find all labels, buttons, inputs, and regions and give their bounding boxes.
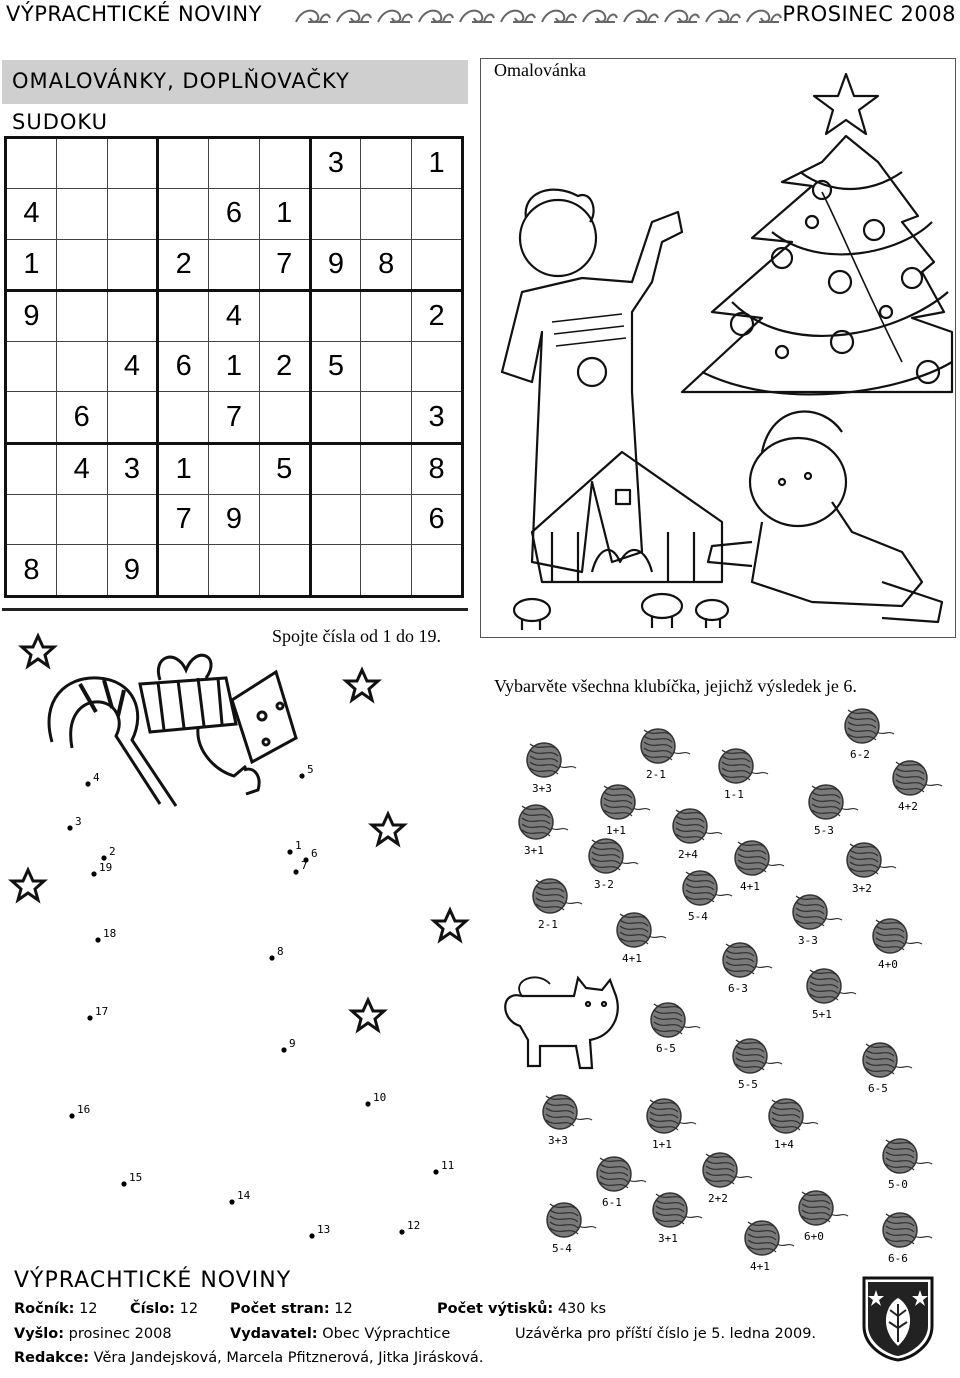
sudoku-grid (4, 136, 464, 598)
sudoku-row (6, 495, 463, 545)
floral-ornament-icon (419, 11, 453, 22)
page-header (0, 0, 960, 34)
sudoku-row (6, 545, 463, 597)
sudoku-row (6, 138, 463, 189)
cislo-label: Číslo: (130, 1301, 175, 1317)
yarn-ball[interactable] (845, 709, 894, 761)
yarn-ball[interactable] (847, 843, 896, 895)
dot-label: 3 (75, 815, 82, 828)
dot-label: 16 (77, 1103, 91, 1116)
yarn-ball-label: 6+0 (804, 1230, 824, 1243)
dot-point[interactable] (95, 937, 100, 942)
sudoku-cell[interactable] (56, 495, 107, 545)
sudoku-cell[interactable] (361, 189, 412, 239)
sudoku-cell[interactable]: 6 (56, 392, 107, 443)
yarn-ball-label: 2-1 (538, 918, 558, 931)
yarn-ball-label: 3+3 (532, 782, 552, 795)
floral-ornament-icon (288, 4, 788, 28)
sudoku-cell[interactable]: 6 (412, 495, 463, 545)
sudoku-cell[interactable] (107, 392, 158, 443)
rocnik-label: Ročník: (14, 1301, 75, 1317)
yarn-ball[interactable] (883, 1139, 932, 1191)
redakce-label: Redakce: (14, 1350, 90, 1366)
rocnik-value: 12 (79, 1301, 98, 1317)
yarn-ball-label: 6-2 (850, 748, 870, 761)
yarn-ball[interactable] (653, 1193, 702, 1245)
sudoku-cell[interactable] (259, 290, 310, 341)
sudoku-cell[interactable] (158, 290, 209, 341)
dot-point[interactable] (269, 955, 274, 960)
yarn-ball[interactable] (735, 841, 784, 893)
christmas-tree-icon (682, 74, 952, 394)
yarn-ball-label: 6-6 (888, 1252, 908, 1265)
dot-label: 7 (301, 859, 308, 872)
yarn-ball-label: 1+4 (774, 1138, 794, 1151)
sudoku-cell[interactable] (361, 138, 412, 189)
yarn-ball-label: 6-1 (602, 1196, 622, 1209)
sudoku-cell[interactable] (107, 189, 158, 239)
yarn-ball-label: 4+2 (898, 800, 918, 813)
sudoku-cell[interactable] (412, 342, 463, 392)
yarn-ball-label: 3+1 (524, 844, 544, 857)
sudoku-cell[interactable] (259, 545, 310, 597)
dot-point[interactable] (121, 1181, 126, 1186)
yarn-ball-label: 3+2 (852, 882, 872, 895)
floral-ornament-icon (665, 11, 699, 22)
sudoku-table (4, 136, 464, 598)
yarn-ball[interactable] (647, 1099, 696, 1151)
yarn-ball-label: 2+2 (708, 1192, 728, 1205)
cislo-value: 12 (179, 1301, 199, 1317)
yarn-ball-label: 1+1 (606, 824, 626, 837)
yarn-ball-label: 4+1 (622, 952, 642, 965)
sudoku-cell[interactable]: 6 (158, 342, 209, 392)
dot-label: 13 (317, 1223, 331, 1236)
yarn-ball-label: 3+1 (658, 1232, 678, 1245)
dot-label: 11 (441, 1159, 455, 1172)
sudoku-cell[interactable]: 9 (310, 239, 361, 290)
footer-stran (230, 1301, 353, 1317)
sudoku-cell[interactable] (259, 138, 310, 189)
sudoku-cell[interactable]: 4 (209, 290, 260, 341)
sudoku-cell[interactable] (158, 189, 209, 239)
sudoku-cell[interactable]: 1 (412, 138, 463, 189)
child-icon (708, 412, 942, 622)
sudoku-row (6, 239, 463, 290)
dot-point[interactable] (309, 1233, 314, 1238)
sudoku-cell[interactable]: 3 (310, 138, 361, 189)
sudoku-cell[interactable] (107, 495, 158, 545)
yarn-ball-label: 5-0 (888, 1178, 908, 1191)
dots-instruction: Spojte čísla od 1 do 19. (272, 626, 441, 646)
sudoku-cell[interactable] (361, 443, 412, 494)
sudoku-cell[interactable] (361, 545, 412, 597)
dot-label: 9 (289, 1037, 296, 1050)
sudoku-row (6, 342, 463, 392)
sudoku-cell[interactable] (310, 545, 361, 597)
sudoku-cell[interactable]: 1 (259, 189, 310, 239)
yarn-ball[interactable] (809, 785, 858, 837)
dot-point[interactable] (287, 849, 292, 854)
sudoku-cell[interactable]: 3 (412, 392, 463, 443)
sudoku-cell[interactable] (56, 138, 107, 189)
sudoku-row (6, 290, 463, 341)
sudoku-cell[interactable] (310, 290, 361, 341)
yarn-ball[interactable] (769, 1099, 818, 1151)
sudoku-cell[interactable] (158, 392, 209, 443)
sudoku-cell[interactable]: 5 (310, 342, 361, 392)
sudoku-row (6, 189, 463, 239)
dot-label: 18 (103, 927, 117, 940)
sudoku-cell[interactable]: 1 (209, 342, 260, 392)
sudoku-cell[interactable] (310, 189, 361, 239)
sudoku-cell[interactable] (56, 189, 107, 239)
sudoku-cell[interactable] (259, 495, 310, 545)
dot-label: 4 (93, 771, 100, 784)
section-title: OMALOVÁNKY, DOPLŇOVAČKY (12, 69, 350, 93)
sudoku-cell[interactable] (6, 443, 57, 494)
yarn-ball[interactable] (547, 1203, 596, 1255)
sudoku-cell[interactable] (56, 290, 107, 341)
coloring-title: Omalovánka (494, 60, 586, 80)
sudoku-cell[interactable] (361, 290, 412, 341)
sudoku-cell[interactable] (209, 138, 260, 189)
sudoku-cell[interactable] (56, 239, 107, 290)
sudoku-cell[interactable] (361, 392, 412, 443)
yarn-ball-label: 1+1 (652, 1138, 672, 1151)
yarn-ball[interactable] (719, 749, 768, 801)
footer-vydavatel (230, 1326, 450, 1342)
sudoku-cell[interactable] (209, 545, 260, 597)
sudoku-cell[interactable] (56, 342, 107, 392)
yarn-ball[interactable] (641, 729, 690, 781)
yarn-ball[interactable] (519, 805, 568, 857)
floral-ornament-icon (706, 11, 740, 22)
sudoku-cell[interactable]: 1 (158, 443, 209, 494)
yarn-ball[interactable] (883, 1213, 932, 1265)
connect-dots-puzzle (0, 620, 480, 1260)
yarn-ball-label: 3+3 (548, 1134, 568, 1147)
yarn-ball[interactable] (793, 895, 842, 947)
dot-point[interactable] (299, 773, 304, 778)
dot-point[interactable] (101, 855, 106, 860)
dot-point[interactable] (229, 1199, 234, 1204)
yarn-ball[interactable] (617, 913, 666, 965)
dot-label: 8 (277, 945, 284, 958)
dot-label: 5 (307, 763, 314, 776)
dot-point[interactable] (433, 1169, 438, 1174)
floral-ornament-icon (378, 11, 412, 22)
sudoku-title: SUDOKU (12, 110, 108, 134)
yarn-ball[interactable] (733, 1039, 782, 1091)
sudoku-row (6, 443, 463, 494)
boy-icon (502, 190, 682, 572)
yarn-ball-label: 6-5 (656, 1042, 676, 1055)
dot-point[interactable] (293, 869, 298, 874)
yarn-ball-label: 5+1 (812, 1008, 832, 1021)
section-divider (2, 608, 468, 611)
municipal-coat-of-arms-icon (862, 1276, 934, 1362)
sudoku-cell[interactable] (310, 392, 361, 443)
yarn-ball[interactable] (807, 969, 856, 1021)
floral-ornament-icon (460, 11, 494, 22)
yarn-ball-label: 5-3 (814, 824, 834, 837)
sudoku-cell[interactable] (6, 138, 57, 189)
stran-value: 12 (334, 1301, 353, 1317)
dot-point[interactable] (85, 781, 90, 786)
yarn-ball[interactable] (873, 919, 922, 971)
issue-date: PROSINEC 2008 (782, 2, 956, 26)
footer-redakce (14, 1350, 483, 1366)
yarn-ball-label: 6-3 (728, 982, 748, 995)
redakce-value: Věra Jandejsková, Marcela Pfitznerová, Jitka Jirásková. (93, 1350, 484, 1366)
sudoku-cell[interactable]: 8 (361, 239, 412, 290)
dot-point[interactable] (399, 1229, 404, 1234)
sudoku-cell[interactable]: 3 (107, 443, 158, 494)
sudoku-cell[interactable]: 7 (259, 239, 310, 290)
christmas-coloring-picture (482, 62, 954, 636)
dot-label: 10 (373, 1091, 387, 1104)
vytisku-label: Počet výtisků: (437, 1301, 554, 1317)
dot-point[interactable] (69, 1113, 74, 1118)
sudoku-cell[interactable]: 4 (56, 443, 107, 494)
vytisku-value: 430 ks (557, 1301, 607, 1317)
yarn-ball[interactable] (863, 1043, 912, 1095)
vydavatel-value: Obec Výprachtice (322, 1326, 451, 1342)
footer-title: VÝPRACHTICKÉ NOVINY (14, 1268, 292, 1293)
yarn-ball-label: 2+4 (678, 848, 698, 861)
yarn-ball[interactable] (543, 1095, 592, 1147)
section-banner (2, 60, 468, 104)
sudoku-cell[interactable] (107, 138, 158, 189)
stran-label: Počet stran: (230, 1301, 330, 1317)
footer-vytisku (437, 1301, 606, 1317)
yarn-ball-label: 6-5 (868, 1082, 888, 1095)
floral-ornament-icon (583, 11, 617, 22)
sudoku-cell[interactable] (259, 392, 310, 443)
yarn-ball[interactable] (683, 871, 732, 923)
sudoku-cell[interactable] (158, 138, 209, 189)
sudoku-row (6, 392, 463, 443)
sudoku-cell[interactable] (412, 239, 463, 290)
sudoku-cell[interactable]: 9 (6, 290, 57, 341)
dot-label: 6 (311, 847, 318, 860)
sudoku-cell[interactable] (158, 545, 209, 597)
yarn-ball[interactable] (597, 1157, 646, 1209)
cat-icon (505, 977, 617, 1068)
yarn-ball[interactable] (893, 761, 942, 813)
footer-cislo (130, 1301, 198, 1317)
floral-ornament-icon (501, 11, 535, 22)
sudoku-cell[interactable]: 5 (259, 443, 310, 494)
sudoku-cell[interactable]: 7 (158, 495, 209, 545)
floral-ornament-icon (296, 11, 330, 22)
sudoku-cell[interactable]: 8 (6, 545, 57, 597)
yarn-ball-label: 2-1 (646, 768, 666, 781)
sudoku-cell[interactable] (209, 239, 260, 290)
yarn-ball[interactable] (723, 943, 772, 995)
yarn-balls-puzzle (480, 690, 960, 1273)
sudoku-cell[interactable] (6, 392, 57, 443)
publication-name: VÝPRACHTICKÉ NOVINY (6, 2, 262, 26)
sudoku-cell[interactable] (107, 239, 158, 290)
dot-label: 12 (407, 1219, 421, 1232)
sudoku-cell[interactable]: 9 (209, 495, 260, 545)
yarn-ball-label: 5-5 (738, 1078, 758, 1091)
floral-ornament-icon (624, 11, 658, 22)
yarn-ball[interactable] (601, 785, 650, 837)
sheep-icon (514, 594, 728, 630)
floral-ornament-icon (542, 11, 576, 22)
sudoku-cell[interactable]: 9 (107, 545, 158, 597)
yarn-ball-label: 3-2 (594, 878, 614, 891)
sudoku-cell[interactable]: 7 (209, 392, 260, 443)
yarn-ball[interactable] (703, 1153, 752, 1205)
dot-point[interactable] (87, 1015, 92, 1020)
dot-point[interactable] (67, 825, 72, 830)
sudoku-cell[interactable] (310, 443, 361, 494)
sudoku-cell[interactable]: 2 (158, 239, 209, 290)
yarn-ball[interactable] (673, 809, 722, 861)
vyslo-value: prosinec 2008 (68, 1326, 172, 1342)
sudoku-cell[interactable] (361, 342, 412, 392)
yarn-ball-label: 4+1 (750, 1260, 770, 1273)
dot-label: 2 (109, 845, 116, 858)
yarn-ball[interactable] (651, 1003, 700, 1055)
yarn-ball-label: 1-1 (724, 788, 744, 801)
yarn-ball[interactable] (527, 743, 576, 795)
dot-point[interactable] (365, 1101, 370, 1106)
sudoku-cell[interactable]: 4 (6, 189, 57, 239)
nativity-stable-icon (532, 452, 722, 582)
balls-instruction: Vybarvěte všechna klubíčka, jejichž výsledek je 6. (494, 676, 857, 696)
sudoku-cell[interactable] (412, 189, 463, 239)
sudoku-cell[interactable] (6, 342, 57, 392)
sudoku-cell[interactable]: 2 (259, 342, 310, 392)
dot-label: 1 (295, 839, 302, 852)
sudoku-cell[interactable]: 6 (209, 189, 260, 239)
sudoku-cell[interactable]: 2 (412, 290, 463, 341)
sudoku-cell[interactable] (310, 495, 361, 545)
dot-label: 17 (95, 1005, 109, 1018)
floral-ornament-icon (337, 11, 371, 22)
yarn-ball-label: 5-4 (552, 1242, 572, 1255)
yarn-ball-label: 3-3 (798, 934, 818, 947)
yarn-ball[interactable] (799, 1191, 848, 1243)
dot-label: 14 (237, 1189, 251, 1202)
dot-point[interactable] (91, 871, 96, 876)
sudoku-cell[interactable] (209, 443, 260, 494)
dot-label: 15 (129, 1171, 143, 1184)
vydavatel-label: Vydavatel: (230, 1326, 318, 1342)
sudoku-cell[interactable] (107, 290, 158, 341)
sudoku-cell[interactable] (6, 495, 57, 545)
yarn-ball-label: 5-4 (688, 910, 708, 923)
sudoku-cell[interactable] (56, 545, 107, 597)
sudoku-cell[interactable]: 4 (107, 342, 158, 392)
footer-vyslo (14, 1326, 172, 1342)
yarn-ball[interactable] (589, 839, 638, 891)
footer-uzaverka: Uzávěrka pro příští číslo je 5. ledna 2009. (515, 1326, 817, 1342)
sudoku-cell[interactable]: 1 (6, 239, 57, 290)
sudoku-cell[interactable] (412, 545, 463, 597)
dot-point[interactable] (281, 1047, 286, 1052)
yarn-ball[interactable] (533, 879, 582, 931)
sudoku-cell[interactable]: 8 (412, 443, 463, 494)
footer-rocnik (14, 1301, 98, 1317)
vyslo-label: Vyšlo: (14, 1326, 65, 1342)
sudoku-cell[interactable] (361, 495, 412, 545)
yarn-ball-label: 4+1 (740, 880, 760, 893)
yarn-ball-label: 4+0 (878, 958, 898, 971)
dot-label: 19 (99, 861, 113, 874)
floral-ornament-icon (747, 11, 781, 22)
